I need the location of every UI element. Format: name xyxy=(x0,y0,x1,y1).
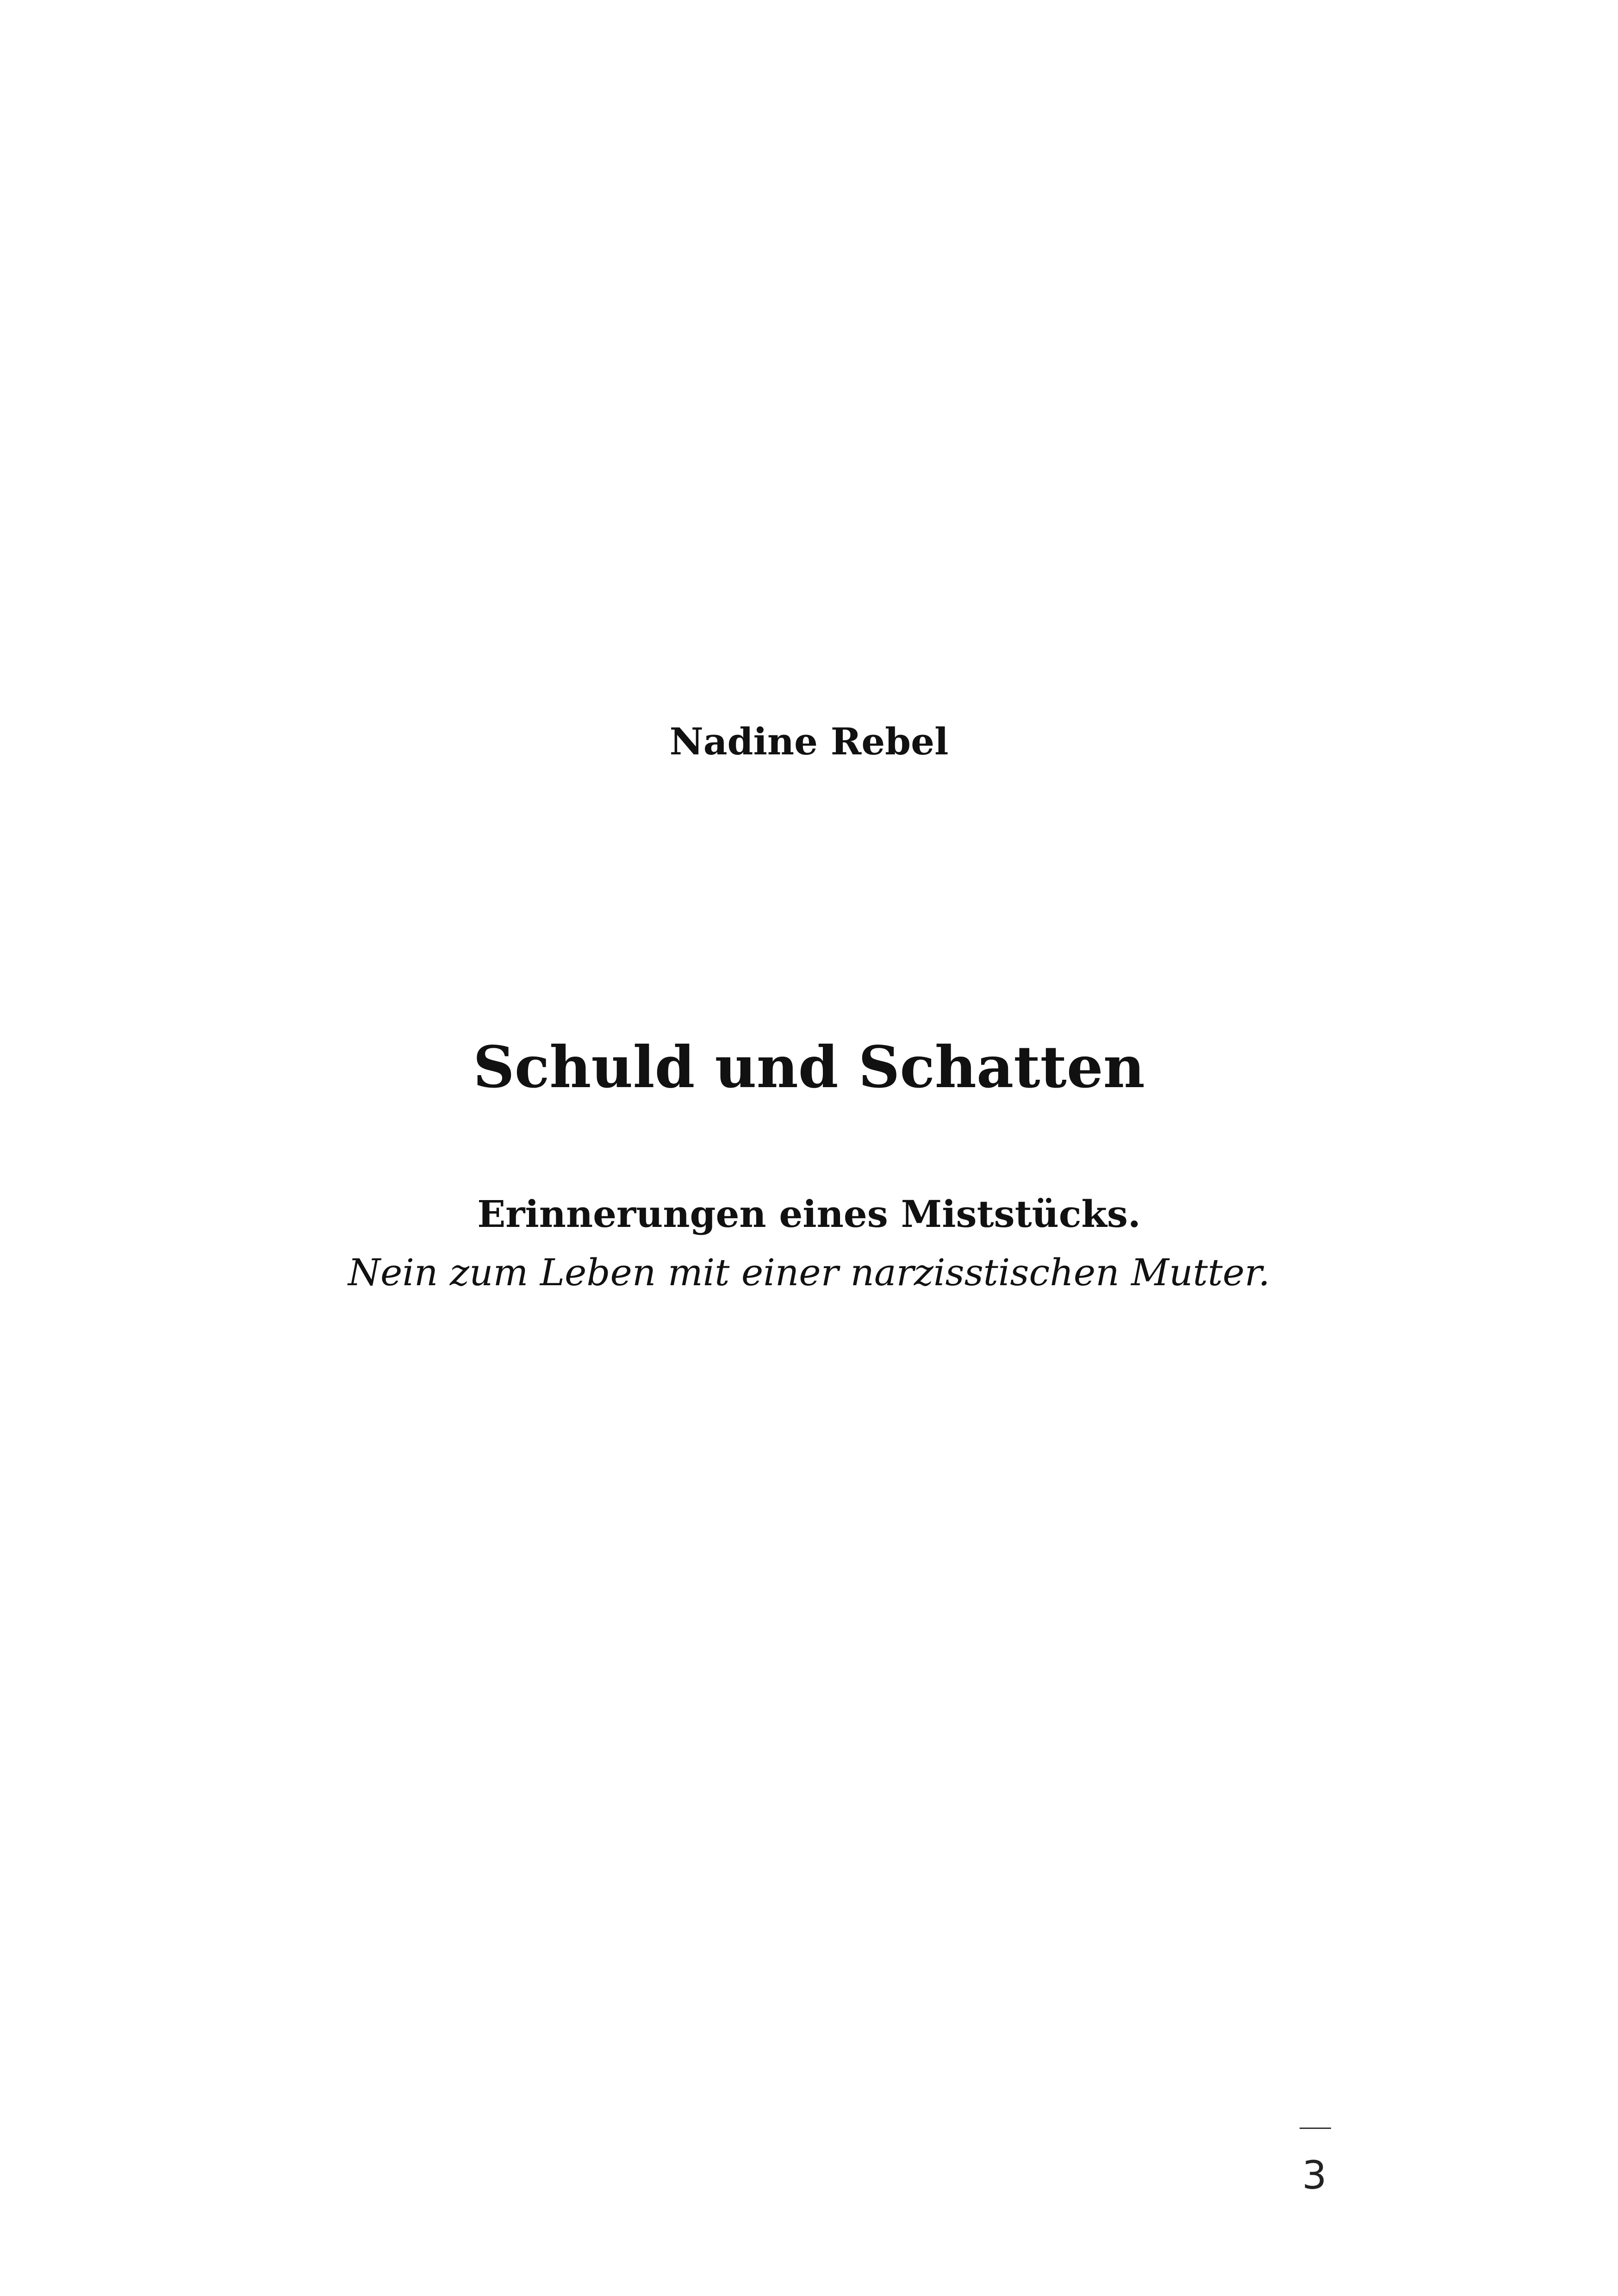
author-name: Nadine Rebel xyxy=(669,720,949,763)
book-subtitle: Erinnerungen eines Miststücks. xyxy=(477,1192,1141,1236)
book-tagline: Nein zum Leben mit einer narzisstischen Mutter. xyxy=(348,1251,1270,1294)
page-number-rule xyxy=(1300,2128,1331,2129)
book-title: Schuld und Schatten xyxy=(473,1034,1145,1101)
page-number: 3 xyxy=(1302,2153,1327,2198)
